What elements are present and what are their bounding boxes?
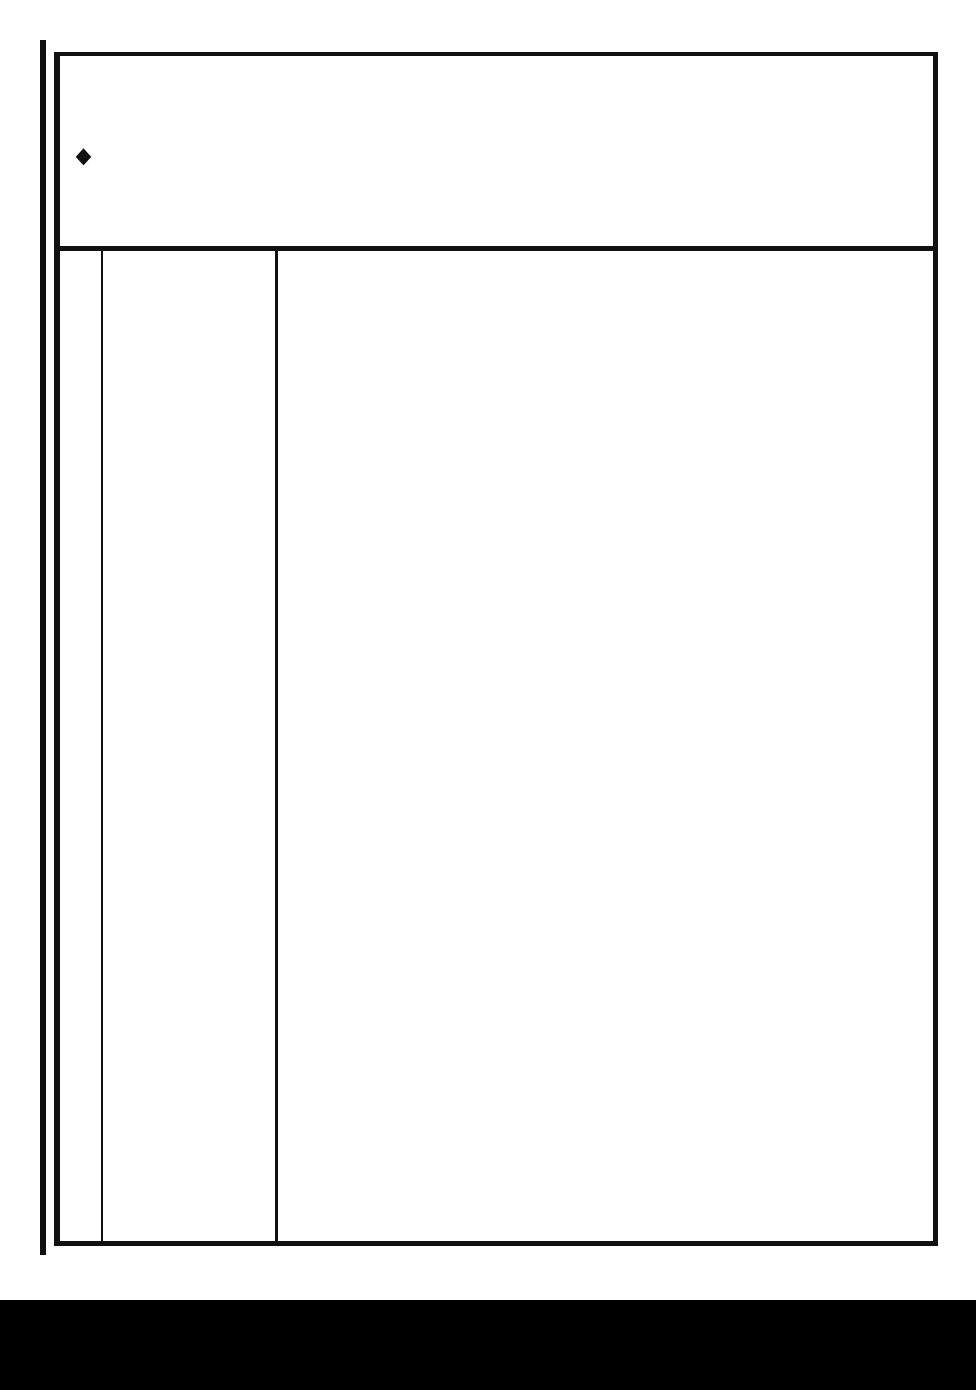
date-column-divider [101,251,103,1246]
outer-margin-bar [40,40,46,1255]
watermark-bar [0,1300,976,1390]
month-title [72,98,89,188]
month-title-dot [76,148,92,165]
calendar-header [60,56,933,251]
notes-column-divider [275,251,278,1246]
calendar-page [54,52,938,1246]
